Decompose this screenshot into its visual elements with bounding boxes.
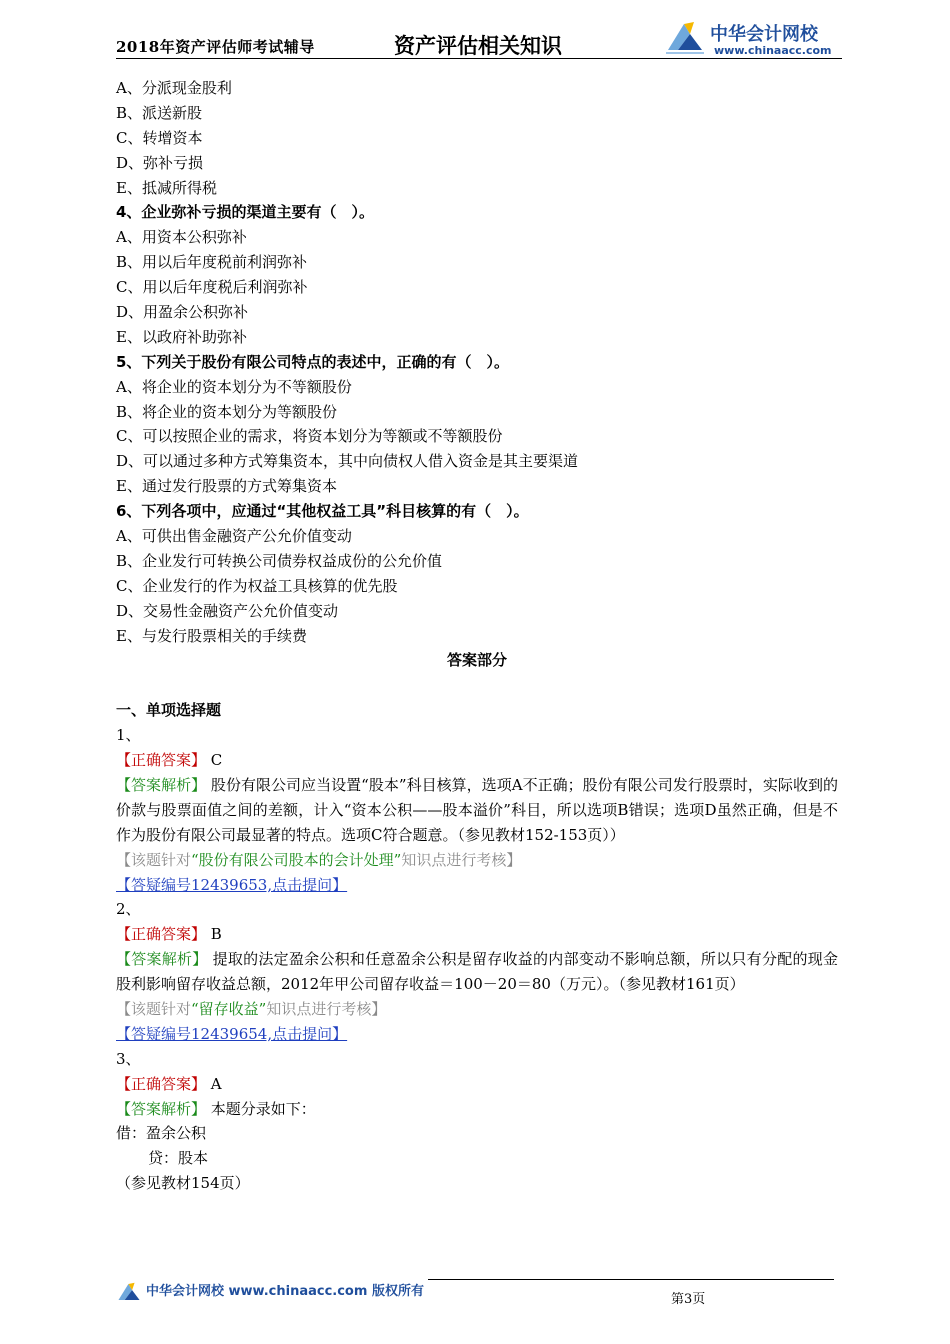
correct-answer-value: B bbox=[206, 925, 222, 944]
analysis-text: 本题分录如下： bbox=[206, 1099, 316, 1118]
analysis-text: 股份有限公司应当设置“股本”科目核算，选项A不正确；股份有限公司发行股票时，实际收到的价款与股票面值之间的差额，计入“资本公积——股本溢价”科目，所以选项B错误；选项D虽然正确，但是不作为股份有限公司最显著的特点。选项C符合题意。（参见教材152-153页）） bbox=[116, 775, 838, 844]
brand-logo bbox=[664, 18, 844, 58]
logo-url: www.chinaacc.com bbox=[714, 44, 832, 57]
correct-answer-label: 【正确答案】 bbox=[116, 925, 207, 944]
analysis-label: 【答案解析】 bbox=[116, 950, 208, 969]
correct-answer-value: A bbox=[206, 1074, 222, 1093]
answer-analysis bbox=[116, 773, 838, 848]
option-line: A、将企业的资本划分为不等额股份 bbox=[116, 377, 352, 396]
logo-title: 中华会计网校 bbox=[710, 24, 818, 45]
option-line: B、用以后年度税前利润弥补 bbox=[116, 253, 308, 272]
header-subject-title: 资产评估相关知识 bbox=[394, 33, 562, 58]
topic-prefix: 【该题针对 bbox=[116, 850, 192, 869]
document-body bbox=[116, 76, 838, 1196]
answer-section-title: 答案部分 bbox=[446, 651, 507, 670]
correct-answer bbox=[116, 922, 838, 947]
analysis-text: 提取的法定盈余公积和任意盈余公积是留存收益的内部变动不影响总额，所以只有分配的现金股利影响留存收益总额，2012年甲公司留存收益＝100－20＝80（万元）。（参见教材161页） bbox=[116, 950, 838, 994]
footer-logo-icon bbox=[116, 1281, 142, 1303]
option-line: C、企业发行的作为权益工具核算的优先股 bbox=[116, 576, 398, 595]
answer-analysis bbox=[116, 1097, 838, 1122]
option-line: C、转增资本 bbox=[116, 128, 203, 147]
topic-suffix: 知识点进行考核】 bbox=[266, 1000, 387, 1019]
textbook-reference: （参见教材154页） bbox=[116, 1174, 250, 1193]
option-line: B、将企业的资本划分为等额股份 bbox=[116, 402, 338, 421]
correct-answer-value: C bbox=[206, 751, 223, 770]
option-line: E、与发行股票相关的手续费 bbox=[116, 626, 307, 645]
page-header bbox=[116, 18, 842, 60]
answer-number: 3、 bbox=[116, 1049, 141, 1068]
topic-suffix: 知识点进行考核】 bbox=[401, 850, 522, 869]
analysis-label: 【答案解析】 bbox=[116, 775, 207, 794]
part-title: 一、单项选择题 bbox=[116, 701, 222, 720]
option-line: D、弥补亏损 bbox=[116, 153, 204, 172]
correct-answer bbox=[116, 748, 838, 773]
option-line: A、可供出售金融资产公允价值变动 bbox=[116, 527, 352, 546]
topic-prefix: 【该题针对 bbox=[116, 1000, 192, 1019]
journal-entry-credit: 贷：股本 bbox=[148, 1149, 209, 1168]
footer-copyright bbox=[116, 1280, 424, 1303]
option-line: B、企业发行可转换公司债券权益成份的公允价值 bbox=[116, 551, 443, 570]
option-line: A、分派现金股利 bbox=[116, 79, 232, 97]
page-footer bbox=[116, 1272, 842, 1312]
option-line: B、派送新股 bbox=[116, 103, 203, 122]
topic-name: “股份有限公司股本的会计处理” bbox=[191, 850, 402, 869]
option-line: A、用资本公积弥补 bbox=[116, 228, 247, 247]
header-divider bbox=[116, 58, 842, 59]
header-course-title: 2018年资产评估师考试辅导 bbox=[116, 38, 315, 56]
answer-analysis bbox=[116, 947, 838, 997]
journal-entry-debit: 借：盈余公积 bbox=[116, 1124, 207, 1143]
topic-note bbox=[116, 848, 838, 873]
logo-icon bbox=[664, 20, 706, 54]
option-line: D、交易性金融资产公允价值变动 bbox=[116, 601, 339, 620]
page-number: 第3页 bbox=[671, 1292, 706, 1307]
topic-note bbox=[116, 997, 838, 1022]
option-line: D、可以通过多种方式筹集资本，其中向债权人借入资金是其主要渠道 bbox=[116, 452, 579, 471]
answer-number: 1、 bbox=[116, 726, 141, 745]
option-line: D、用盈余公积弥补 bbox=[116, 303, 249, 322]
ask-question-link[interactable]: 【答疑编号12439654,点击提问】 bbox=[116, 1024, 348, 1043]
correct-answer-label: 【正确答案】 bbox=[116, 1074, 207, 1093]
correct-answer bbox=[116, 1072, 838, 1097]
analysis-label: 【答案解析】 bbox=[116, 1099, 207, 1118]
option-line: C、用以后年度税后利润弥补 bbox=[116, 278, 308, 297]
footer-copyright-text: 中华会计网校 www.chinaacc.com 版权所有 bbox=[146, 1284, 424, 1299]
answer-number: 2、 bbox=[116, 900, 141, 919]
option-line: E、通过发行股票的方式筹集资本 bbox=[116, 477, 337, 496]
ask-question-link[interactable]: 【答疑编号12439653,点击提问】 bbox=[116, 875, 348, 894]
spacer bbox=[116, 673, 838, 698]
topic-name: “留存收益” bbox=[191, 1000, 267, 1019]
option-line: E、抵减所得税 bbox=[116, 178, 217, 197]
question-5: 5、下列关于股份有限公司特点的表述中，正确的有（ ）。 bbox=[116, 352, 509, 371]
option-line: C、可以按照企业的需求，将资本划分为等额或不等额股份 bbox=[116, 427, 503, 446]
footer-divider bbox=[428, 1279, 834, 1280]
question-6: 6、下列各项中，应通过“其他权益工具”科目核算的有（ ）。 bbox=[116, 502, 529, 521]
question-4: 4、企业弥补亏损的渠道主要有（ ）。 bbox=[116, 203, 374, 222]
correct-answer-label: 【正确答案】 bbox=[116, 751, 207, 770]
option-line: E、以政府补助弥补 bbox=[116, 327, 247, 346]
